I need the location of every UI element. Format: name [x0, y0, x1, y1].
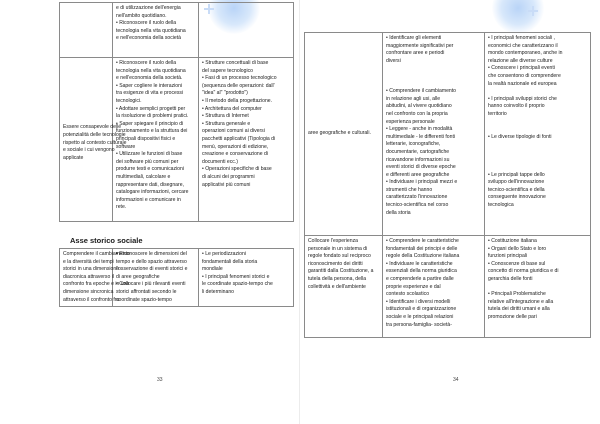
text-line: • Adottare semplici progetti per: [116, 105, 186, 112]
text-line: storici in una dimensione: [63, 266, 120, 273]
text-line: proprie esperienze e dal: [386, 283, 441, 290]
text-line: regole della Costituzione italiana: [386, 253, 460, 260]
text-line: • I principali fenomeni storici e: [202, 273, 270, 280]
text-line: economici che caratterizzano il: [488, 42, 558, 49]
table-cell: [60, 3, 113, 58]
text-line: sviluppo dell'innovazione: [488, 179, 545, 186]
text-line: • Conoscenze di base sul: [488, 260, 546, 267]
text-line: • Saper spiegare il principio di: [116, 120, 184, 127]
text-line: mondiale: [202, 266, 223, 273]
text-line: eventi storici di diverse epoche: [386, 164, 456, 171]
spacer: [488, 126, 587, 134]
text-line: tecnologica: [488, 202, 514, 209]
text-line: la risoluzione di problemi pratici.: [116, 113, 189, 120]
cell-lines: [116, 60, 195, 212]
text-line: pacchetti applicativi (Tipologia di: [202, 135, 276, 142]
text-line: confronto fra epoche e in una: [63, 281, 130, 288]
text-line: • Saper cogliere le interazioni: [116, 82, 183, 89]
text-line: gerarchia delle fonti: [488, 275, 533, 282]
spacer: [63, 117, 109, 125]
text-line: che consentono di comprendere: [488, 72, 561, 79]
spacer: [488, 284, 587, 292]
cell-lines: [63, 251, 130, 304]
text-line: riconoscimento dei diritti: [308, 260, 363, 267]
text-line: fondamentali della storia: [202, 258, 258, 265]
text-line: e la diversità dei tempi: [63, 258, 114, 265]
text-line: diversi: [386, 57, 401, 64]
text-line: multimediale - le differenti fonti: [386, 133, 455, 140]
cell-lines: [386, 238, 481, 329]
text-line: mondo contemporaneo, anche in: [488, 50, 563, 57]
text-line: personale in un sistema di: [308, 245, 368, 252]
text-line: • Fasi di un processo tecnologico: [202, 75, 277, 82]
text-line: e nell'economia della società.: [116, 75, 183, 82]
cell-lines: [308, 238, 379, 291]
text-line: del sapere tecnologico: [202, 67, 253, 74]
text-line: maggiormente significativi per: [386, 42, 454, 49]
text-line: attraverso il confronto fra: [63, 296, 120, 303]
text-line: potenzialità delle tecnologie: [63, 131, 126, 138]
text-line: Collocare l'esperienza: [308, 238, 358, 244]
text-line: • Individuare i principali mezzi e: [386, 179, 458, 186]
text-line: tra persona-famiglia- società-: [386, 321, 452, 328]
text-line: aree geografiche e culturali.: [308, 130, 371, 137]
text-line: e comprenderle a partire dalle: [386, 275, 454, 282]
cell-lines: [116, 5, 195, 43]
text-line: fondamentali dei principi e delle: [386, 245, 458, 252]
text-line: abitudini, al vivere quotidiano: [386, 103, 452, 110]
text-line: • Individuare le caratteristiche: [386, 260, 453, 267]
cell-lines: [386, 35, 481, 217]
page-number: 33: [157, 377, 163, 383]
text-line: • Principali Problematiche: [488, 291, 546, 298]
text-line: • Riconoscere le dimensioni del: [116, 251, 187, 257]
text-line: strumenti che hanno: [386, 186, 433, 193]
text-line: tecnico-scientifica e della: [488, 186, 545, 193]
text-line: nell'ambito quotidiano.: [116, 12, 167, 19]
competency-table-top: [59, 2, 294, 222]
text-line: confrontare aree e periodi: [386, 50, 445, 57]
spacer: [386, 73, 481, 81]
text-line: informazioni e comunicare in: [116, 196, 181, 203]
text-line: collettività e dell'ambiente: [308, 283, 366, 290]
text-line: • Identificare gli elementi: [386, 35, 442, 41]
table-cell: [113, 3, 199, 58]
text-line: della storia: [386, 209, 411, 216]
knowledge-cell: [199, 249, 294, 307]
text-line: operazioni comuni ai diversi: [202, 128, 265, 135]
knowledge-cell: [485, 236, 591, 338]
text-line: l'osservazione di eventi storici e: [116, 266, 188, 273]
competency-table-bottom: [59, 248, 294, 307]
text-line: • Le periodizzazioni: [202, 251, 246, 257]
text-line: hanno coinvolto il proprio: [488, 103, 545, 110]
text-line: rappresentare dati, disegnare,: [116, 181, 184, 188]
spacer: [488, 88, 587, 96]
text-line: la realtà nazionale ed europea: [488, 80, 557, 87]
competency-cell: [305, 33, 383, 236]
text-line: applicate: [63, 154, 84, 161]
text-line: tempo e dello spazio attraverso: [116, 258, 187, 265]
text-line: • Operazioni specifiche di base: [202, 166, 272, 173]
text-line: sociale e le principali relazioni: [386, 313, 454, 320]
text-line: • Organi dello Stato e loro: [488, 245, 547, 252]
text-line: applicativi più comuni: [202, 181, 251, 188]
text-line: funzionamento e la struttura dei: [116, 128, 188, 135]
spacer: [488, 141, 587, 149]
text-line: • Leggere - anche in modalità: [386, 126, 453, 133]
text-line: Comprendere il cambiamento: [63, 251, 130, 257]
cell-lines: [488, 35, 587, 210]
text-line: • Comprendere le caratteristiche: [386, 238, 459, 244]
cell-lines: [308, 130, 379, 138]
text-line: • Identificare i diversi modelli: [386, 298, 451, 305]
text-line: tecnico-scientifica nel corso: [386, 202, 449, 209]
text-line: tecnologici.: [116, 97, 142, 104]
text-line: funzioni principali: [488, 253, 528, 260]
text-line: conseguente innovazione: [488, 194, 546, 201]
section-title: Asse storico sociale: [70, 236, 143, 245]
text-line: creazione e conservazione di: [202, 151, 268, 158]
text-line: li determinano: [202, 288, 234, 295]
text-line: tutela della persona, della: [308, 275, 367, 282]
text-line: in relazione agli usi, alle: [386, 95, 441, 102]
text-line: tra esigenze di vita e processi: [116, 90, 184, 97]
text-line: rispetto al contesto culturale: [63, 139, 127, 146]
text-line: • Le principali tappe dello: [488, 171, 545, 178]
text-line: diacronica attraverso il: [63, 273, 114, 280]
sparkle-decoration: [528, 6, 538, 16]
abilities-cell: [113, 58, 199, 222]
text-line: territorio: [488, 110, 507, 117]
competency-table-top: [304, 32, 591, 338]
text-line: multimediali, calcolare e: [116, 173, 171, 180]
right-page: [300, 0, 600, 424]
abilities-cell: [383, 33, 485, 236]
text-line: • Comprendere il cambiamento: [386, 88, 457, 95]
text-line: dei software più comuni per: [116, 158, 179, 165]
text-line: tecnologia nella vita quotidiana: [116, 27, 186, 34]
text-line: Essere consapevole delle: [63, 124, 122, 131]
table-cell: [199, 3, 294, 58]
text-line: di alcuni dei programmi: [202, 173, 255, 180]
text-line: • Struttura di Internet: [202, 113, 249, 120]
page-number: 34: [453, 377, 459, 383]
text-line: software: [116, 143, 136, 150]
text-line: • Il metodo della progettazione.: [202, 97, 273, 104]
text-line: (sequenza delle operazioni: dall': [202, 82, 275, 89]
text-line: dimensione sincronica: [63, 288, 114, 295]
text-line: garantiti dalla Costituzione, a: [308, 268, 374, 275]
knowledge-cell: [199, 58, 294, 222]
text-line: contesto scolastico: [386, 291, 430, 298]
text-line: e nell'economia della società: [116, 35, 181, 42]
text-line: • Architettura del computer: [202, 105, 262, 112]
abilities-cell: [113, 249, 199, 307]
text-line: letterarie, iconografiche,: [386, 141, 441, 148]
text-line: produrre testi e comunicazioni: [116, 166, 184, 173]
text-line: relative all'integrazione e alla: [488, 298, 554, 305]
spacer: [386, 81, 481, 89]
cell-lines: [116, 251, 195, 304]
spacer: [488, 149, 587, 157]
text-line: • Costituzione italiana: [488, 238, 537, 244]
cell-lines: [202, 251, 290, 297]
text-line: essenziali della norma giuridica: [386, 268, 457, 275]
text-line: promozione delle pari: [488, 313, 537, 320]
competency-cell: [305, 236, 383, 338]
text-line: storici affrontati secondo le: [116, 288, 177, 295]
text-line: documentarie, cartografiche: [386, 148, 450, 155]
text-line: ricavandone informazioni su: [386, 156, 450, 163]
text-line: documenti ecc.): [202, 158, 238, 165]
text-line: esperienza personale: [386, 118, 435, 125]
text-line: • Struttura generale e: [202, 120, 251, 127]
text-line: tutela dei diritti umani e alla: [488, 306, 550, 313]
text-line: e differenti aree geografiche: [386, 171, 450, 178]
text-line: istituzionali e di organizzazione: [386, 306, 457, 313]
cell-lines: [202, 60, 290, 189]
text-line: menù, operazioni di edizione,: [202, 143, 269, 150]
text-line: tecnologia nella vita quotidiana: [116, 67, 186, 74]
text-line: • Utilizzare le funzioni di base: [116, 151, 183, 158]
text-line: e di utilizzazione dell'energia: [116, 5, 181, 11]
text-line: nel confronto con la propria: [386, 110, 448, 117]
spacer: [386, 65, 481, 73]
text-line: • I principali sviluppi storici che: [488, 95, 557, 102]
text-line: di aree geografiche: [116, 273, 160, 280]
text-line: concetto di norma giuridica e di: [488, 268, 559, 275]
text-line: • Collocare i più rilevanti eventi: [116, 281, 186, 288]
text-line: • Le diverse tipologie di fonti: [488, 133, 552, 140]
spacer: [488, 119, 587, 127]
cell-lines: [488, 238, 587, 322]
text-line: principali dispositivi fisici e: [116, 135, 176, 142]
spacer: [488, 164, 587, 172]
text-line: le coordinate spazio-tempo che: [202, 281, 273, 288]
knowledge-cell: [485, 33, 591, 236]
text-line: • Riconoscere il ruolo della: [116, 20, 177, 27]
abilities-cell: [383, 236, 485, 338]
text-line: "idea" al" "prodotto"): [202, 90, 248, 97]
text-line: relazione alle diverse culture: [488, 57, 553, 64]
text-line: • Strutture concettuali di base: [202, 60, 269, 66]
text-line: caratterizzato l'innovazione: [386, 194, 448, 201]
text-line: rete.: [116, 204, 127, 211]
text-line: e sociale i cui vengono: [63, 147, 115, 154]
text-line: • I principali fenomeni sociali ,: [488, 35, 555, 41]
text-line: catalogare informazioni, cercare: [116, 189, 189, 196]
text-line: regole fondato sul reciproco: [308, 253, 371, 260]
competency-cell: [60, 249, 130, 307]
text-line: • Riconoscere il ruolo della: [116, 60, 177, 66]
spacer: [488, 157, 587, 165]
text-line: coordinate spazio-tempo: [116, 296, 172, 303]
text-line: • Conoscere i principali eventi: [488, 65, 555, 72]
